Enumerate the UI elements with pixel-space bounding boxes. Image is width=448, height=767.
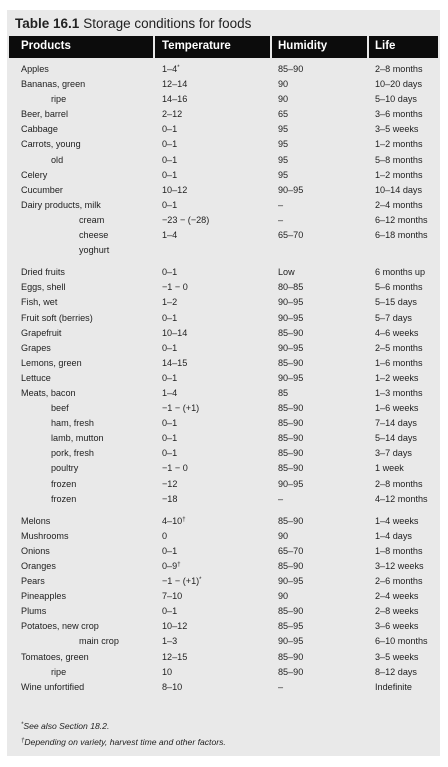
humidity-cell: 90 — [278, 591, 289, 602]
table-row — [7, 386, 440, 401]
product-cell: yoghurt — [79, 245, 110, 256]
temperature-cell: 0–1 — [162, 169, 178, 180]
table-row — [7, 574, 440, 589]
product-cell: Beer, barrel — [21, 109, 69, 120]
life-cell: 1–8 months — [375, 545, 423, 556]
table-row — [7, 122, 440, 137]
life-cell: 8–12 days — [375, 666, 417, 677]
table-row — [7, 559, 440, 574]
temperature-cell: 0 — [162, 530, 168, 541]
product-cell: Lettuce — [21, 372, 51, 383]
table-row — [7, 183, 440, 198]
temperature-cell: 10–12 — [162, 184, 188, 195]
life-cell: 2–4 weeks — [375, 591, 419, 602]
table-row — [7, 341, 440, 356]
humidity-cell: – — [278, 681, 284, 692]
product-cell: lamb, mutton — [51, 433, 104, 444]
humidity-cell: 85–90 — [278, 463, 304, 474]
table-row — [7, 446, 440, 461]
humidity-cell: 90–95 — [278, 342, 304, 353]
temperature-cell: 0–1 — [162, 372, 178, 383]
humidity-cell: 90–95 — [278, 184, 304, 195]
life-cell: 4–6 weeks — [375, 327, 419, 338]
humidity-cell: 95 — [278, 139, 289, 150]
humidity-cell: – — [278, 214, 284, 225]
life-cell: 6–12 months — [375, 214, 428, 225]
product-cell: pork, fresh — [51, 448, 94, 459]
header-divider — [153, 36, 155, 58]
humidity-cell: 85 — [278, 387, 289, 398]
table-caption: Storage conditions for foods — [83, 16, 252, 31]
product-cell: Plums — [21, 606, 47, 617]
product-cell: main crop — [79, 636, 119, 647]
table-header — [9, 36, 438, 58]
humidity-cell: 90 — [278, 94, 289, 105]
product-cell: ham, fresh — [51, 418, 94, 429]
table-row — [7, 168, 440, 183]
temperature-cell: 2–12 — [162, 109, 183, 120]
product-cell: Melons — [21, 515, 51, 526]
table-row — [7, 604, 440, 619]
table-row — [7, 311, 440, 326]
table-number: Table 16.1 — [15, 16, 80, 31]
humidity-cell: 85–90 — [278, 561, 304, 571]
table-body — [7, 62, 440, 695]
life-cell: 3–7 days — [375, 448, 412, 459]
life-cell: 1 week — [375, 463, 404, 474]
temperature-cell: 10 — [162, 666, 173, 677]
humidity-cell: 85–90 — [278, 448, 304, 459]
table-row — [7, 326, 440, 341]
humidity-cell: 65–70 — [278, 230, 304, 241]
temperature-cell: 0–1 — [162, 124, 178, 135]
table-row — [7, 619, 440, 634]
table-row — [7, 680, 440, 695]
table-row — [7, 401, 440, 416]
table-row — [7, 62, 440, 77]
humidity-cell: 95 — [278, 169, 289, 180]
footnote: *See also Section 18.2. — [21, 721, 110, 731]
life-cell: 1–6 weeks — [375, 403, 419, 414]
table-row — [7, 529, 440, 544]
life-cell: 4–12 months — [375, 493, 428, 504]
table-row — [7, 416, 440, 431]
table-row — [7, 295, 440, 310]
product-cell: Apples — [21, 64, 49, 74]
humidity-cell: – — [278, 493, 284, 504]
table-row — [7, 544, 440, 559]
temperature-cell: −1 − (+1) — [162, 403, 200, 414]
product-cell: Mushrooms — [21, 530, 69, 541]
table-row — [7, 461, 440, 476]
product-cell: Tomatoes, green — [21, 651, 89, 662]
humidity-cell: 90–95 — [278, 372, 304, 383]
life-cell: 2–8 months — [375, 478, 423, 489]
humidity-cell: Low — [278, 267, 295, 278]
temperature-cell: 0–1 — [162, 545, 178, 556]
humidity-cell: 95 — [278, 124, 289, 135]
temperature-cell: −1 − 0 — [162, 282, 188, 293]
table-row — [7, 198, 440, 213]
life-cell: 2–4 months — [375, 199, 423, 210]
product-cell: cheese — [79, 230, 109, 241]
temperature-cell: 0–1 — [162, 312, 178, 323]
product-cell: Potatoes, new crop — [21, 621, 99, 632]
humidity-cell: 90–95 — [278, 297, 304, 308]
header-products: Products — [21, 40, 71, 52]
product-cell: frozen — [51, 478, 77, 489]
temperature-cell: 0–1 — [162, 342, 178, 353]
product-cell: frozen — [51, 493, 77, 504]
temperature-cell: 7–10 — [162, 591, 183, 602]
life-cell: 1–3 months — [375, 387, 423, 398]
product-cell: Grapefruit — [21, 327, 62, 338]
humidity-cell: 85–90 — [278, 64, 304, 74]
product-cell: Carrots, young — [21, 139, 81, 150]
table-row — [7, 356, 440, 371]
temperature-cell: 12–15 — [162, 651, 188, 662]
product-cell: Cabbage — [21, 124, 58, 135]
life-cell: 7–14 days — [375, 418, 417, 429]
temperature-cell: −12 — [162, 478, 178, 489]
life-cell: 3–5 weeks — [375, 651, 419, 662]
product-cell: Fruit soft (berries) — [21, 312, 93, 323]
temperature-cell: −1 − 0 — [162, 463, 188, 474]
temperature-cell: 0–1 — [162, 448, 178, 459]
table-panel — [7, 10, 440, 756]
table-row — [7, 634, 440, 649]
life-cell: 5–6 months — [375, 282, 423, 293]
life-cell: 1–2 weeks — [375, 372, 419, 383]
humidity-cell: 85–95 — [278, 621, 304, 632]
life-cell: 1–4 days — [375, 530, 412, 541]
product-cell: Bananas, green — [21, 79, 86, 90]
product-cell: Oranges — [21, 561, 56, 571]
temperature-cell: 0–1 — [162, 139, 178, 150]
product-cell: Fish, wet — [21, 297, 58, 308]
life-cell: 2–8 weeks — [375, 606, 419, 617]
life-cell: 2–5 months — [375, 342, 423, 353]
table-title — [15, 16, 251, 31]
product-cell: Meats, bacon — [21, 387, 76, 398]
table-row — [7, 371, 440, 386]
life-cell: 5–8 months — [375, 154, 423, 165]
table-row — [7, 650, 440, 665]
life-cell: 1–4 weeks — [375, 515, 419, 526]
product-cell: Pears — [21, 576, 45, 587]
table-row — [7, 665, 440, 680]
temperature-cell: 12–14 — [162, 79, 188, 90]
humidity-cell: 90 — [278, 530, 289, 541]
temperature-cell: 14–16 — [162, 94, 188, 105]
life-cell: 2–6 months — [375, 576, 423, 587]
product-cell: Celery — [21, 169, 48, 180]
product-cell: cream — [79, 214, 105, 225]
header-divider — [270, 36, 272, 58]
life-cell: 5–7 days — [375, 312, 412, 323]
life-cell: 3–5 weeks — [375, 124, 419, 135]
life-cell: 3–6 months — [375, 109, 423, 120]
life-cell: 5–14 days — [375, 433, 417, 444]
table-row — [7, 431, 440, 446]
table-row — [7, 228, 440, 243]
humidity-cell: 80–85 — [278, 282, 304, 293]
temperature-cell: 10–12 — [162, 621, 188, 632]
table-row — [7, 77, 440, 92]
humidity-cell: 85–90 — [278, 403, 304, 414]
life-cell: 10–20 days — [375, 79, 423, 90]
table-row — [7, 589, 440, 604]
humidity-cell: 85–90 — [278, 666, 304, 677]
product-cell: ripe — [51, 666, 67, 677]
footnote: †Depending on variety, harvest time and other factors. — [21, 737, 226, 747]
product-cell: Cucumber — [21, 184, 63, 195]
life-cell: 3–12 weeks — [375, 561, 424, 571]
table-row — [7, 477, 440, 492]
product-cell: poultry — [51, 463, 79, 474]
temperature-cell: −1 − (+1)* — [162, 576, 202, 587]
temperature-cell: −23 − (−28) — [162, 214, 210, 225]
life-cell: Indefinite — [375, 681, 412, 692]
humidity-cell: 85–90 — [278, 651, 304, 662]
table-row — [7, 213, 440, 228]
product-cell: old — [51, 154, 64, 165]
temperature-cell: 1–4* — [162, 64, 180, 74]
temperature-cell: 14–15 — [162, 357, 188, 368]
humidity-cell: 90–95 — [278, 478, 304, 489]
header-life: Life — [375, 40, 396, 52]
temperature-cell: 1–3 — [162, 636, 178, 647]
humidity-cell: 65 — [278, 109, 289, 120]
temperature-cell: 0–1 — [162, 154, 178, 165]
table-row — [7, 265, 440, 280]
temperature-cell: 0–1 — [162, 418, 178, 429]
life-cell: 6–10 months — [375, 636, 428, 647]
life-cell: 6 months up — [375, 267, 426, 278]
temperature-cell: −18 — [162, 493, 178, 504]
product-cell: beef — [51, 403, 69, 414]
product-cell: Wine unfortified — [21, 681, 85, 692]
temperature-cell: 4–10† — [162, 515, 186, 526]
humidity-cell: 65–70 — [278, 545, 304, 556]
humidity-cell: 85–90 — [278, 327, 304, 338]
product-cell: Grapes — [21, 342, 51, 353]
humidity-cell: 85–90 — [278, 606, 304, 617]
humidity-cell: 85–90 — [278, 357, 304, 368]
product-cell: Pineapples — [21, 591, 66, 602]
product-cell: Lemons, green — [21, 357, 82, 368]
table-row — [7, 137, 440, 152]
header-humidity: Humidity — [278, 40, 328, 52]
product-cell: Dried fruits — [21, 267, 65, 278]
life-cell: 5–10 days — [375, 94, 417, 105]
humidity-cell: – — [278, 199, 284, 210]
product-cell: ripe — [51, 94, 67, 105]
temperature-cell: 1–4 — [162, 230, 178, 241]
humidity-cell: 90 — [278, 79, 289, 90]
life-cell: 5–15 days — [375, 297, 417, 308]
life-cell: 1–2 months — [375, 139, 423, 150]
temperature-cell: 8–10 — [162, 681, 183, 692]
product-cell: Onions — [21, 545, 50, 556]
temperature-cell: 0–1 — [162, 433, 178, 444]
product-cell: Eggs, shell — [21, 282, 66, 293]
humidity-cell: 90–95 — [278, 312, 304, 323]
table-row — [7, 280, 440, 295]
temperature-cell: 0–1 — [162, 199, 178, 210]
temperature-cell: 1–4 — [162, 387, 178, 398]
life-cell: 3–6 weeks — [375, 621, 419, 632]
life-cell: 1–2 months — [375, 169, 423, 180]
table-row — [7, 153, 440, 168]
temperature-cell: 0–1 — [162, 267, 178, 278]
header-temperature: Temperature — [162, 40, 231, 52]
humidity-cell: 85–90 — [278, 433, 304, 444]
humidity-cell: 85–90 — [278, 515, 304, 526]
product-cell: Dairy products, milk — [21, 199, 101, 210]
humidity-cell: 90–95 — [278, 636, 304, 647]
life-cell: 2–8 months — [375, 64, 423, 74]
table-row — [7, 107, 440, 122]
temperature-cell: 1–2 — [162, 297, 178, 308]
table-row — [7, 492, 440, 507]
life-cell: 10–14 days — [375, 184, 423, 195]
life-cell: 1–6 months — [375, 357, 423, 368]
humidity-cell: 90–95 — [278, 576, 304, 587]
humidity-cell: 85–90 — [278, 418, 304, 429]
temperature-cell: 0–1 — [162, 606, 178, 617]
life-cell: 6–18 months — [375, 230, 428, 241]
header-divider — [367, 36, 369, 58]
temperature-cell: 0–9† — [162, 561, 181, 571]
table-row — [7, 243, 440, 258]
temperature-cell: 10–14 — [162, 327, 188, 338]
humidity-cell: 95 — [278, 154, 289, 165]
table-row — [7, 514, 440, 529]
table-row — [7, 92, 440, 107]
